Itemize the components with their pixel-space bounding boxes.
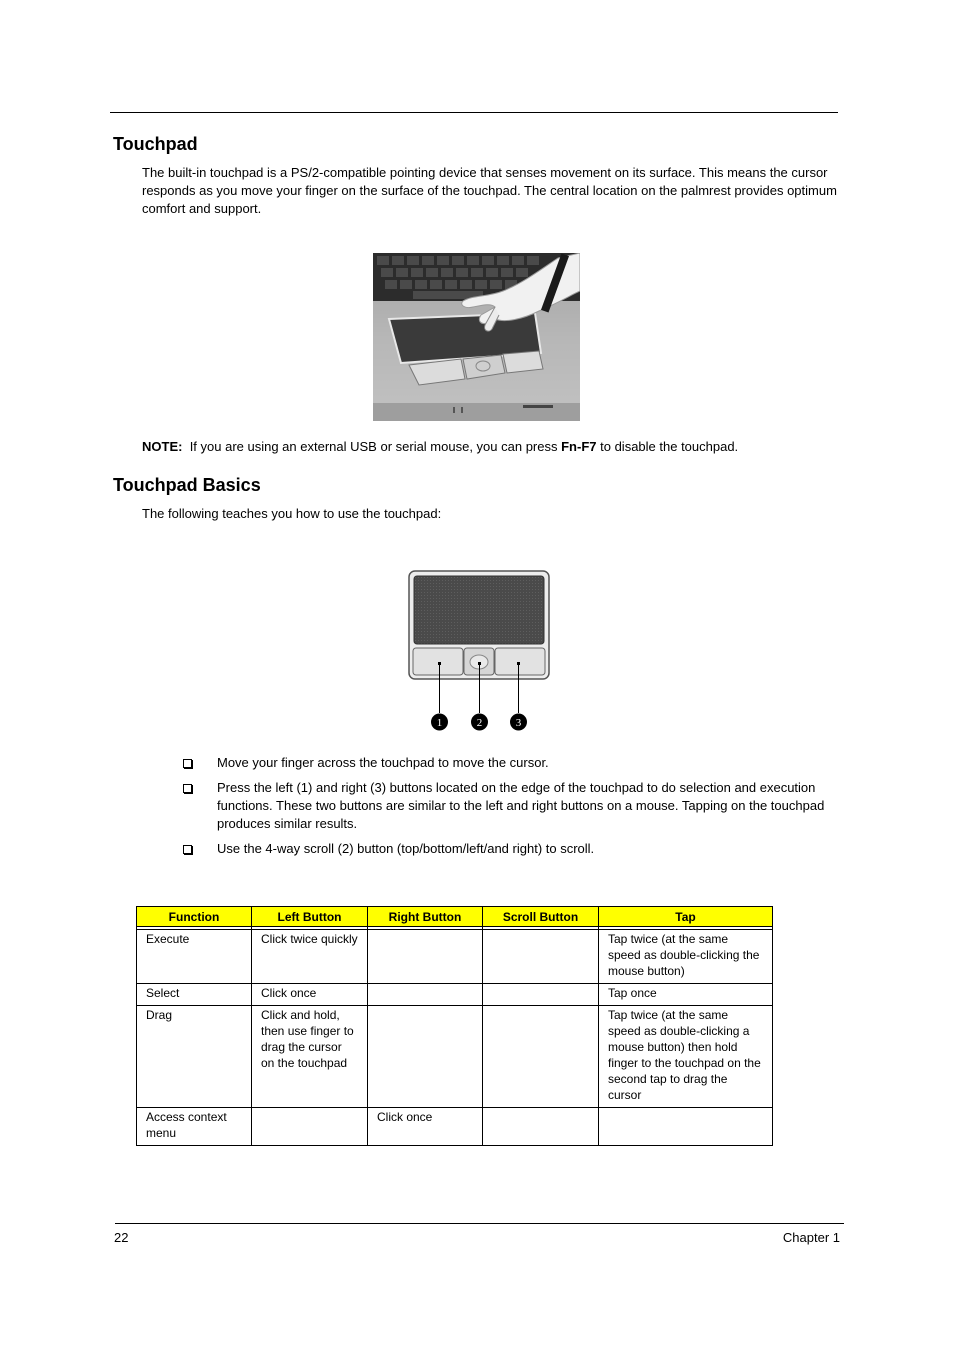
table-cell: Access context menu: [137, 1108, 252, 1146]
column-header: Right Button: [368, 907, 483, 927]
table-cell: [368, 1006, 483, 1108]
note-keys: Fn-F7: [561, 439, 597, 454]
table-cell: Tap twice (at the same speed as double-clicking the mouse button): [599, 930, 773, 984]
table-cell: Click and hold, then use finger to drag the cursor on the touchpad: [252, 1006, 368, 1108]
table-cell: [368, 984, 483, 1006]
list-item: [182, 754, 832, 772]
chapter-label: Chapter 1: [782, 1230, 840, 1245]
page-number: 22: [114, 1230, 129, 1245]
callout-2: 2: [476, 717, 483, 729]
table-cell: Select: [137, 984, 252, 1006]
checkbox-bullet-icon: [183, 845, 192, 854]
note-label: NOTE:: [142, 439, 183, 454]
table-cell: Tap once: [599, 984, 773, 1006]
table-cell: [599, 1108, 773, 1146]
note-text-after: to disable the touchpad.: [600, 439, 739, 454]
column-header: Tap: [599, 907, 773, 927]
column-header: Scroll Button: [483, 907, 599, 927]
table-cell: [252, 1108, 368, 1146]
table-cell: [483, 984, 599, 1006]
heading-touchpad: Touchpad: [113, 134, 198, 154]
touchpad-diagram: [405, 567, 553, 735]
table-cell: Click once: [368, 1108, 483, 1146]
top-rule: [110, 112, 838, 113]
note: [142, 438, 842, 456]
table-cell: [483, 1108, 599, 1146]
checkbox-bullet-icon: [183, 759, 192, 768]
table-row: [137, 930, 773, 984]
table-cell: [368, 930, 483, 984]
table-header-row: [137, 907, 773, 927]
instructions-list: [182, 754, 832, 865]
heading-touchpad-basics: Touchpad Basics: [113, 475, 261, 495]
touchpad-function-table: [136, 906, 773, 1146]
touchpad-photo: [373, 253, 580, 421]
table-cell: Execute: [137, 930, 252, 984]
column-header: Left Button: [252, 907, 368, 927]
bottom-rule: [115, 1223, 844, 1224]
checkbox-bullet-icon: [183, 784, 192, 793]
callout-3: 3: [515, 717, 522, 729]
table-cell: [483, 930, 599, 984]
note-text-before: If you are using an external USB or serial mouse, you can press: [189, 439, 558, 454]
table-row: [137, 1006, 773, 1108]
touchpad-description: The built-in touchpad is a PS/2-compatible pointing device that senses movement on its surface. This means the cursor responds as you move your finger on the surface of the touchpad. The central location on the palmrest provides optimum comfort and support.: [142, 165, 837, 216]
table-cell: Click twice quickly: [252, 930, 368, 984]
list-item: [182, 779, 832, 833]
list-item-text: Use the 4-way scroll (2) button (top/bottom/left/and right) to scroll.: [217, 841, 595, 856]
table-cell: Drag: [137, 1006, 252, 1108]
table-cell: [483, 1006, 599, 1108]
table-row: [137, 1108, 773, 1146]
table-cell: Tap twice (at the same speed as double-clicking a mouse button) then hold finger to the touchpad on the second tap to drag the cursor: [599, 1006, 773, 1108]
table-row: [137, 984, 773, 1006]
list-item-text: Press the left (1) and right (3) buttons located on the edge of the touchpad to do selection and execution functions. These two buttons are similar to the left and right buttons on a mouse. Tapping on the touchpad produces similar results.: [217, 780, 825, 831]
column-header: Function: [137, 907, 252, 927]
touchpad-basics-intro: The following teaches you how to use the touchpad:: [142, 506, 442, 521]
list-item-text: Move your finger across the touchpad to move the cursor.: [217, 755, 549, 770]
callout-1: 1: [436, 717, 443, 729]
table-cell: Click once: [252, 984, 368, 1006]
list-item: [182, 840, 832, 858]
